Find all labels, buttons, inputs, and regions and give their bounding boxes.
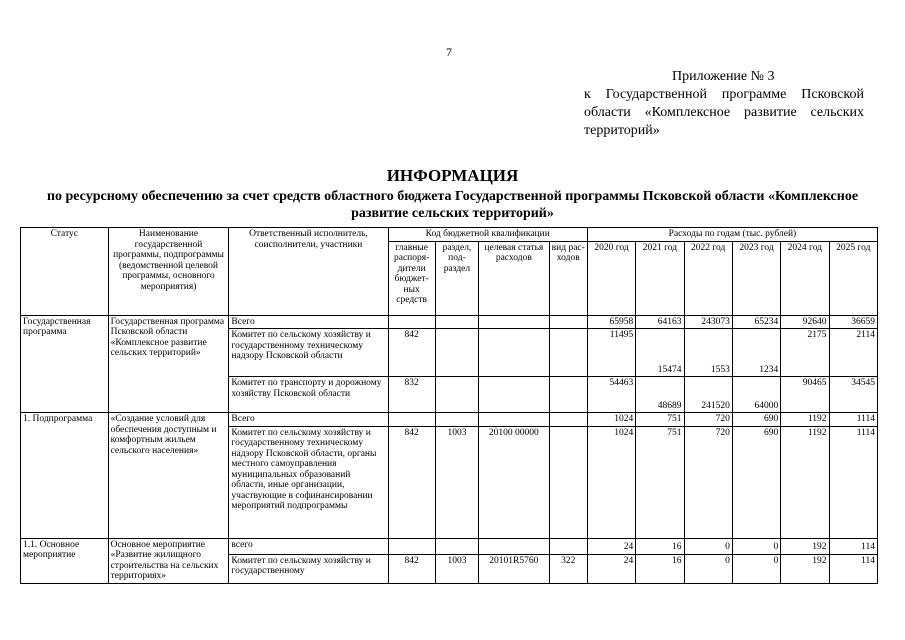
row-value-2023: 690: [732, 426, 780, 538]
row-value-2021: 751: [636, 413, 684, 427]
row-status: 1. Подпрограмма: [21, 413, 109, 539]
row-name: «Создание условий для обеспечения доступным и комфортным жильем сельского населения»: [108, 413, 229, 539]
row-csr: [479, 538, 549, 554]
row-value-2023: 1234: [732, 329, 780, 377]
row-vr: [549, 426, 587, 538]
row-rzpr: 1003: [435, 426, 478, 538]
row-name: Государственная программа Псковской области «Комплексное развитие сельских территорий»: [108, 315, 229, 413]
page-number: 7: [446, 45, 452, 59]
header-grbs: главные распоря-дители бюджет-ных средств: [388, 241, 435, 315]
row-value-2024: 192: [781, 538, 829, 554]
header-year-2021: 2021 год: [636, 241, 684, 315]
document-title: ИНФОРМАЦИЯ: [386, 166, 519, 185]
appendix-text: к Государственной программе Псковской области «Комплексное развитие сельских территорий»: [584, 87, 864, 138]
header-year-2020: 2020 год: [587, 241, 635, 315]
row-name: Основное мероприятие «Развитие жилищного строительства на сельских территориях»: [108, 538, 229, 583]
row-rzpr: [435, 538, 478, 554]
row-value-2020: 1024: [587, 413, 635, 427]
row-vr: [549, 413, 587, 427]
header-csr: целевая статья расходов: [479, 241, 549, 315]
header-budget-code: Код бюджетной квалификации: [388, 228, 587, 242]
header-rzpr: раздел, под-раздел: [435, 241, 478, 315]
row-value-2022: 1553: [684, 329, 732, 377]
row-grbs: [388, 538, 435, 554]
row-value-2024: 90465: [781, 377, 829, 413]
row-value-2025: 1114: [829, 413, 877, 427]
row-executor: Комитет по сельскому хозяйству и государственному: [229, 554, 388, 583]
row-value-2020: 65958: [587, 315, 635, 329]
row-rzpr: [435, 413, 478, 427]
row-value-2025: 1114: [829, 426, 877, 538]
row-status: Государственная программа: [21, 315, 109, 413]
row-status: 1.1. Основное мероприятие: [21, 538, 109, 583]
row-vr: [549, 377, 587, 413]
table-row: [21, 538, 878, 554]
row-rzpr: [435, 377, 478, 413]
row-value-2021: 751: [636, 426, 684, 538]
row-value-2020: 24: [587, 554, 635, 583]
row-vr: [549, 329, 587, 377]
row-grbs: [388, 315, 435, 329]
row-value-2020: 11495: [587, 329, 635, 377]
row-vr: 322: [549, 554, 587, 583]
row-executor: Комитет по сельскому хозяйству и государственному техническому надзору Псковской области, органы местного самоуправления муниципальных образований области, иные организации, участвующие в софинансировании мероприятий подпрограммы: [229, 426, 388, 538]
row-value-2022: 720: [684, 413, 732, 427]
appendix-line1: Приложение № 3: [672, 69, 775, 84]
row-value-2021: 48689: [636, 377, 684, 413]
row-grbs: [388, 413, 435, 427]
row-value-2022: 0: [684, 554, 732, 583]
row-grbs: 842: [388, 329, 435, 377]
row-value-2025: 114: [829, 538, 877, 554]
row-value-2021: 16: [636, 554, 684, 583]
row-csr: [479, 377, 549, 413]
resource-table: [20, 227, 878, 584]
header-status: Статус: [21, 228, 109, 316]
row-executor: всего: [229, 538, 388, 554]
row-value-2020: 54463: [587, 377, 635, 413]
row-value-2025: 2114: [829, 329, 877, 377]
row-value-2022: 241520: [684, 377, 732, 413]
row-value-2025: 114: [829, 554, 877, 583]
row-rzpr: [435, 329, 478, 377]
header-year-2023: 2023 год: [732, 241, 780, 315]
row-value-2024: 92640: [781, 315, 829, 329]
row-executor: Комитет по транспорту и дорожному хозяйству Псковской области: [229, 377, 388, 413]
row-grbs: 832: [388, 377, 435, 413]
row-csr: [479, 315, 549, 329]
row-rzpr: 1003: [435, 554, 478, 583]
row-value-2021: 15474: [636, 329, 684, 377]
row-value-2025: 36659: [829, 315, 877, 329]
row-executor: Всего: [229, 315, 388, 329]
row-grbs: 842: [388, 554, 435, 583]
row-vr: [549, 315, 587, 329]
row-value-2022: 0: [684, 538, 732, 554]
row-value-2022: 243073: [684, 315, 732, 329]
row-value-2025: 34545: [829, 377, 877, 413]
header-name: Наименование государственной программы, подпрограммы (ведомственной целевой программы, основного мероприятия): [108, 228, 229, 316]
row-vr: [549, 538, 587, 554]
row-value-2023: 64000: [732, 377, 780, 413]
row-csr: 20101R5760: [479, 554, 549, 583]
row-value-2022: 720: [684, 426, 732, 538]
row-value-2024: 1192: [781, 413, 829, 427]
header-year-2025: 2025 год: [829, 241, 877, 315]
row-executor: Всего: [229, 413, 388, 427]
row-value-2020: 1024: [587, 426, 635, 538]
row-value-2023: 0: [732, 554, 780, 583]
header-year-2024: 2024 год: [781, 241, 829, 315]
row-value-2023: 690: [732, 413, 780, 427]
header-row-1: [21, 228, 878, 242]
header-executor: Ответственный исполнитель, соисполнители, участники: [229, 228, 388, 316]
row-csr: [479, 413, 549, 427]
row-value-2023: 65234: [732, 315, 780, 329]
row-value-2021: 64163: [636, 315, 684, 329]
header-vr: вид рас-ходов: [549, 241, 587, 315]
row-grbs: 842: [388, 426, 435, 538]
row-csr: [479, 329, 549, 377]
row-executor: Комитет по сельскому хозяйству и государственному техническому надзору Псковской области: [229, 329, 388, 377]
row-rzpr: [435, 315, 478, 329]
document-subtitle: по ресурсному обеспечению за счет средств областного бюджета Государственной программы Псковской области «Комплексное развитие сельских территорий»: [46, 189, 859, 221]
table-row: [21, 315, 878, 329]
appendix-note: [584, 68, 864, 140]
row-value-2024: 1192: [781, 426, 829, 538]
header-expenses: Расходы по годам (тыс. рублей): [587, 228, 877, 242]
header-year-2022: 2022 год: [684, 241, 732, 315]
row-value-2021: 16: [636, 538, 684, 554]
row-value-2024: 2175: [781, 329, 829, 377]
row-value-2024: 192: [781, 554, 829, 583]
row-value-2023: 0: [732, 538, 780, 554]
table-row: [21, 413, 878, 427]
row-value-2020: 24: [587, 538, 635, 554]
row-csr: 20100 00000: [479, 426, 549, 538]
